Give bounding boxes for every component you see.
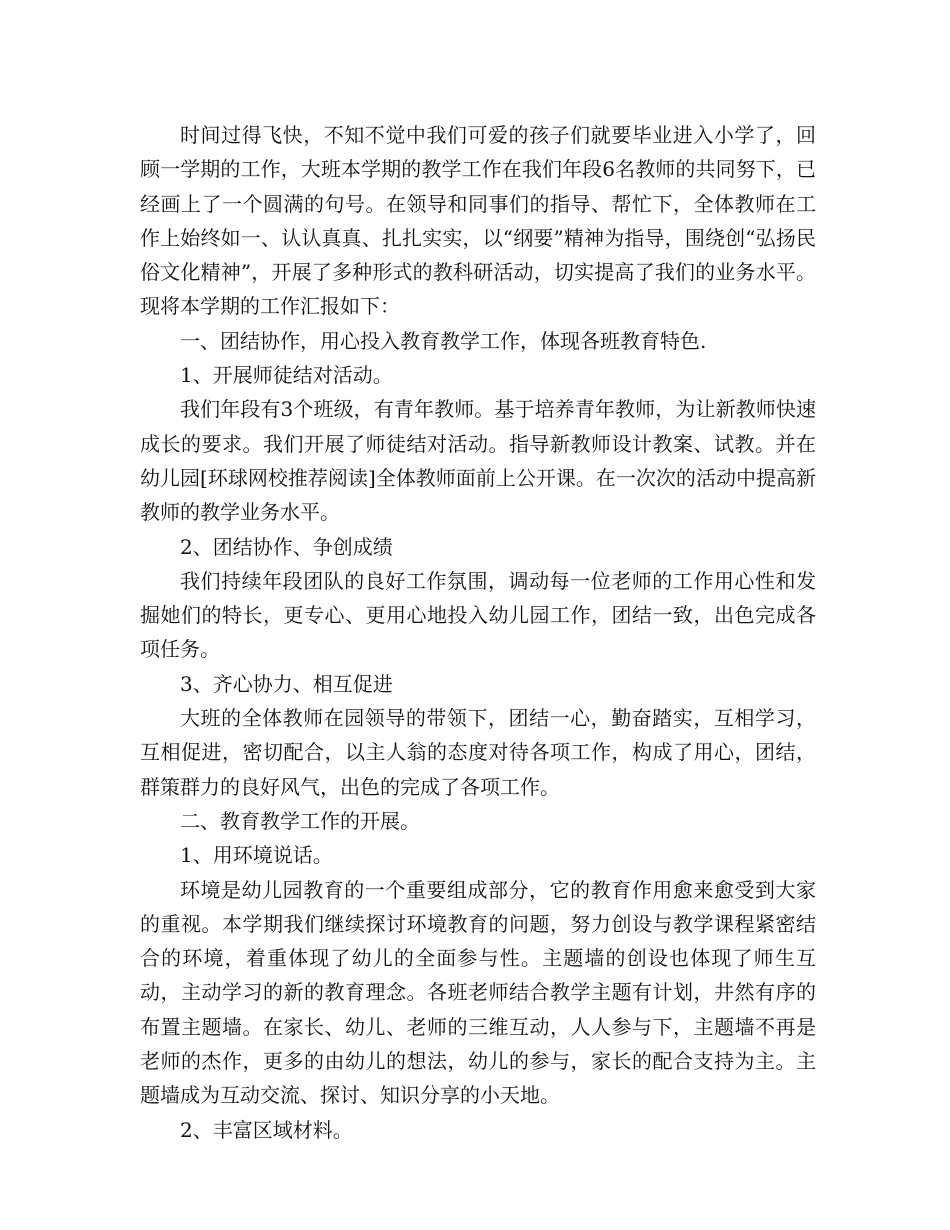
body-paragraph: 我们持续年段团队的良好工作氛围，调动每一位老师的工作用心性和发掘她们的特长，更专心、更用心地投入幼儿园工作，团结一致，出色完成各项任务。 <box>140 568 816 662</box>
subheading-1-3: 3、齐心协力、相互促进 <box>180 671 393 696</box>
body-paragraph: 我们年段有3个班级，有青年教师。基于培养青年教师，为让新教师快速成长的要求。我们开展了师徒结对活动。指导新教师设计教案、试教。并在幼儿园[环球网校推荐阅读]全体教师面前上公开课。在一次次的活动中提高新教师的教学业务水平。 <box>140 397 816 525</box>
section-heading-2: 二、教育教学工作的开展。 <box>180 808 420 833</box>
subheading-1-1: 1、开展师徒结对活动。 <box>180 363 393 388</box>
body-paragraph: 环境是幼儿园教育的一个重要组成部分，它的教育作用愈来愈受到大家的重视。本学期我们继续探讨环境教育的问题，努力创设与教学课程紧密结合的环境，着重体现了幼儿的全面参与性。主题墙的创设也体现了师生互动，主动学习的新的教育理念。各班老师结合教学主题有计划，井然有序的布置主题墙。在家长、幼儿、老师的三维互动，人人参与下，主题墙不再是老师的杰作，更多的由幼儿的想法，幼儿的参与，家长的配合支持为主。主题墙成为互动交流、探讨、知识分享的小天地。 <box>140 877 816 1108</box>
subheading-1-2: 2、团结协作、争创成绩 <box>180 534 393 559</box>
intro-paragraph: 时间过得飞快，不知不觉中我们可爱的孩子们就要毕业进入小学了，回顾一学期的工作，大班本学期的教学工作在我们年段6名教师的共同努下，已经画上了一个圆满的句号。在领导和同事们的指导、帮忙下，全体教师在工作上始终如一、认认真真、扎扎实实，以“纲要”精神为指导，围绕创“弘扬民俗文化精神”，开展了多种形式的教科研活动，切实提高了我们的业务水平。现将本学期的工作汇报如下： <box>140 123 816 319</box>
body-paragraph: 大班的全体教师在园领导的带领下，团结一心，勤奋踏实，互相学习，互相促进，密切配合，以主人翁的态度对待各项工作，构成了用心，团结，群策群力的良好风气，出色的完成了各项工作。 <box>140 706 816 799</box>
subheading-2-1: 1、用环境说话。 <box>180 843 333 868</box>
subheading-2-2: 2、丰富区域材料。 <box>180 1117 353 1142</box>
section-heading-1: 一、团结协作，用心投入教育教学工作，体现各班教育特色. <box>180 328 707 353</box>
document-body <box>140 118 816 1147</box>
